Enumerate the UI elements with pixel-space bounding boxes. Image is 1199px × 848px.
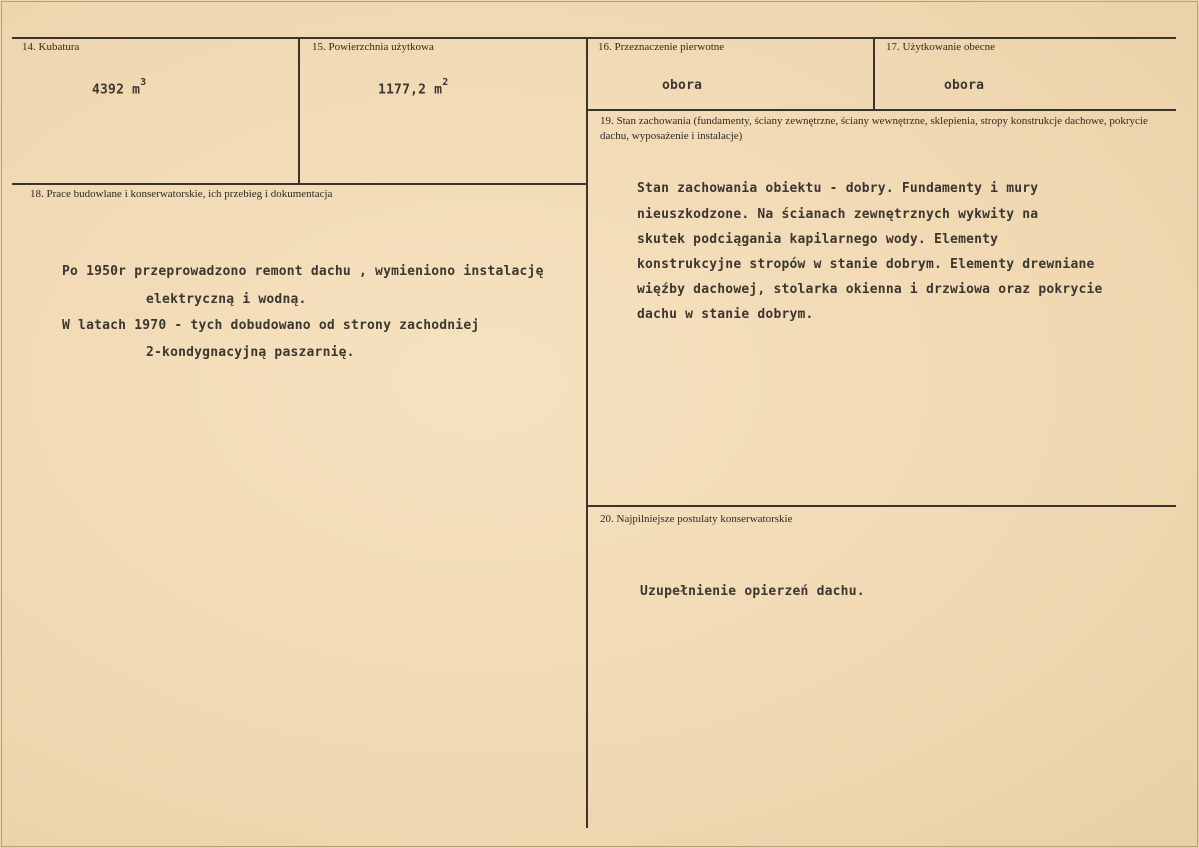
field-19-line-5: więźby dachowej, stolarka okienna i drzwiowa oraz pokrycie xyxy=(637,282,1103,297)
field-20-label: 20. Najpilniejsze postulaty konserwatorskie xyxy=(600,513,793,525)
field-18-line-4: 2-kondygnacyjną paszarnię. xyxy=(146,345,355,360)
divider-16-17 xyxy=(873,37,875,110)
field-18-label: 18. Prace budowlane i konserwatorskie, ich przebieg i dokumentacja xyxy=(30,188,333,200)
field-15-value xyxy=(378,77,449,98)
field-16-value: obora xyxy=(662,78,703,93)
field-18-line-2: elektryczną i wodną. xyxy=(146,292,307,307)
field-14-value-exponent: 3 xyxy=(140,77,147,88)
field-20-line-1: Uzupełnienie opierzeń dachu. xyxy=(640,584,865,599)
divider-14-15 xyxy=(298,37,300,184)
section19-bottom-rule xyxy=(588,505,1176,507)
row1-bottom-rule-right xyxy=(588,109,1176,111)
top-rule xyxy=(12,37,1176,39)
field-19-line-3: skutek podciągania kapilarnego wody. Elementy xyxy=(637,232,999,247)
field-18-line-1: Po 1950r przeprowadzono remont dachu , wymieniono instalację xyxy=(62,264,544,279)
field-15-label: 15. Powierzchnia użytkowa xyxy=(312,41,434,53)
field-19-line-2: nieuszkodzone. Na ścianach zewnętrznych wykwity na xyxy=(637,207,1039,222)
field-18-line-3: W latach 1970 - tych dobudowano od strony zachodniej xyxy=(62,318,480,333)
field-19-line-1: Stan zachowania obiektu - dobry. Fundamenty i mury xyxy=(637,181,1039,196)
field-19-line-6: dachu w stanie dobrym. xyxy=(637,307,814,322)
field-17-label: 17. Użytkowanie obecne xyxy=(886,41,996,53)
field-14-value-text: 4392 m xyxy=(92,82,141,98)
field-19-line-4: konstrukcyjne stropów w stanie dobrym. Elementy drewniane xyxy=(637,257,1095,272)
field-14-value xyxy=(92,77,147,98)
center-divider xyxy=(586,37,588,828)
field-15-value-text: 1177,2 m xyxy=(378,82,443,98)
field-15-value-exponent: 2 xyxy=(442,77,449,88)
field-17-value: obora xyxy=(944,78,985,93)
field-19-label: 19. Stan zachowania (fundamenty, ściany zewnętrzne, ściany wewnętrzne, sklepienia, stropy konstrukcje dachowe, pokrycie dachu, wyposażenie i instalacje) xyxy=(600,115,1148,142)
field-14-label: 14. Kubatura xyxy=(22,41,80,53)
field-16-label: 16. Przeznaczenie pierwotne xyxy=(598,41,725,53)
